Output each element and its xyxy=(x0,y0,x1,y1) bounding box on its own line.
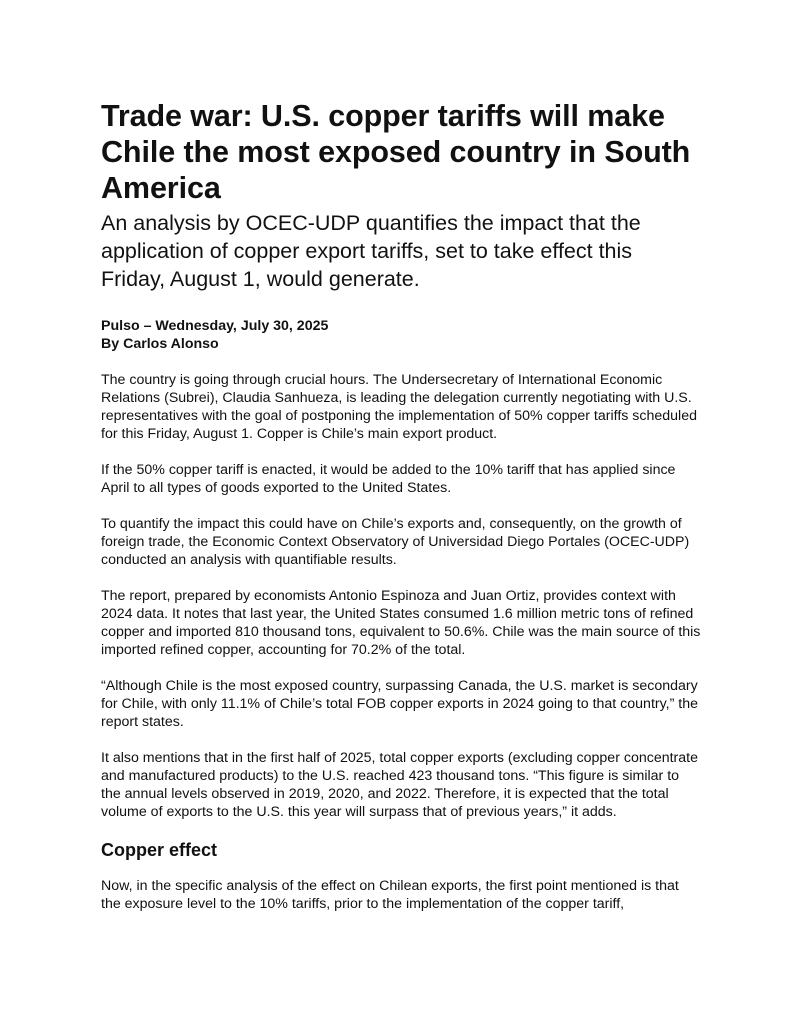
article xyxy=(101,98,701,913)
paragraph: To quantify the impact this could have on Chile’s exports and, consequently, on the growth of foreign trade, the Economic Context Observatory of Universidad Diego Portales (OCEC-UDP) conducted an analysis with quantifiable results. xyxy=(101,516,690,568)
section-heading: Copper effect xyxy=(101,840,218,860)
paragraph: Now, in the specific analysis of the effect on Chilean exports, the first point mentioned is that the exposure level to the 10% tariffs, prior to the implementation of the copper tariff, xyxy=(101,878,679,912)
article-subheadline: An analysis by OCEC-UDP quantifies the impact that the application of copper export tariffs, set to take effect this Friday, August 1, would generate. xyxy=(101,211,641,291)
article-headline: Trade war: U.S. copper tariffs will make Chile the most exposed country in South America xyxy=(101,99,691,205)
dateline: Pulso – Wednesday, July 30, 2025 xyxy=(101,318,329,334)
article-body xyxy=(101,371,701,913)
byline xyxy=(101,317,701,353)
author: By Carlos Alonso xyxy=(101,336,219,352)
paragraph: The country is going through crucial hours. The Undersecretary of International Economic Relations (Subrei), Claudia Sanhueza, is leading the delegation currently negotiating with U.S. representatives with the goal of postponing the implementation of 50% copper tariffs scheduled for this Friday, August 1. Copper is Chile’s main export product. xyxy=(101,372,697,442)
paragraph: “Although Chile is the most exposed country, surpassing Canada, the U.S. market is secondary for Chile, with only 11.1% of Chile’s total FOB copper exports in 2024 going to that country,” the report states. xyxy=(101,678,698,730)
paragraph: The report, prepared by economists Antonio Espinoza and Juan Ortiz, provides context with 2024 data. It notes that last year, the United States consumed 1.6 million metric tons of refined copper and imported 810 thousand tons, equivalent to 50.6%. Chile was the main source of this imported refined copper, accounting for 70.2% of the total. xyxy=(101,588,701,658)
paragraph: It also mentions that in the first half of 2025, total copper exports (excluding copper concentrate and manufactured products) to the U.S. reached 423 thousand tons. “This figure is similar to the annual levels observed in 2019, 2020, and 2022. Therefore, it is expected that the total volume of exports to the U.S. this year will surpass that of previous years,” it adds. xyxy=(101,750,699,820)
paragraph: If the 50% copper tariff is enacted, it would be added to the 10% tariff that has applied since April to all types of goods exported to the United States. xyxy=(101,462,676,496)
